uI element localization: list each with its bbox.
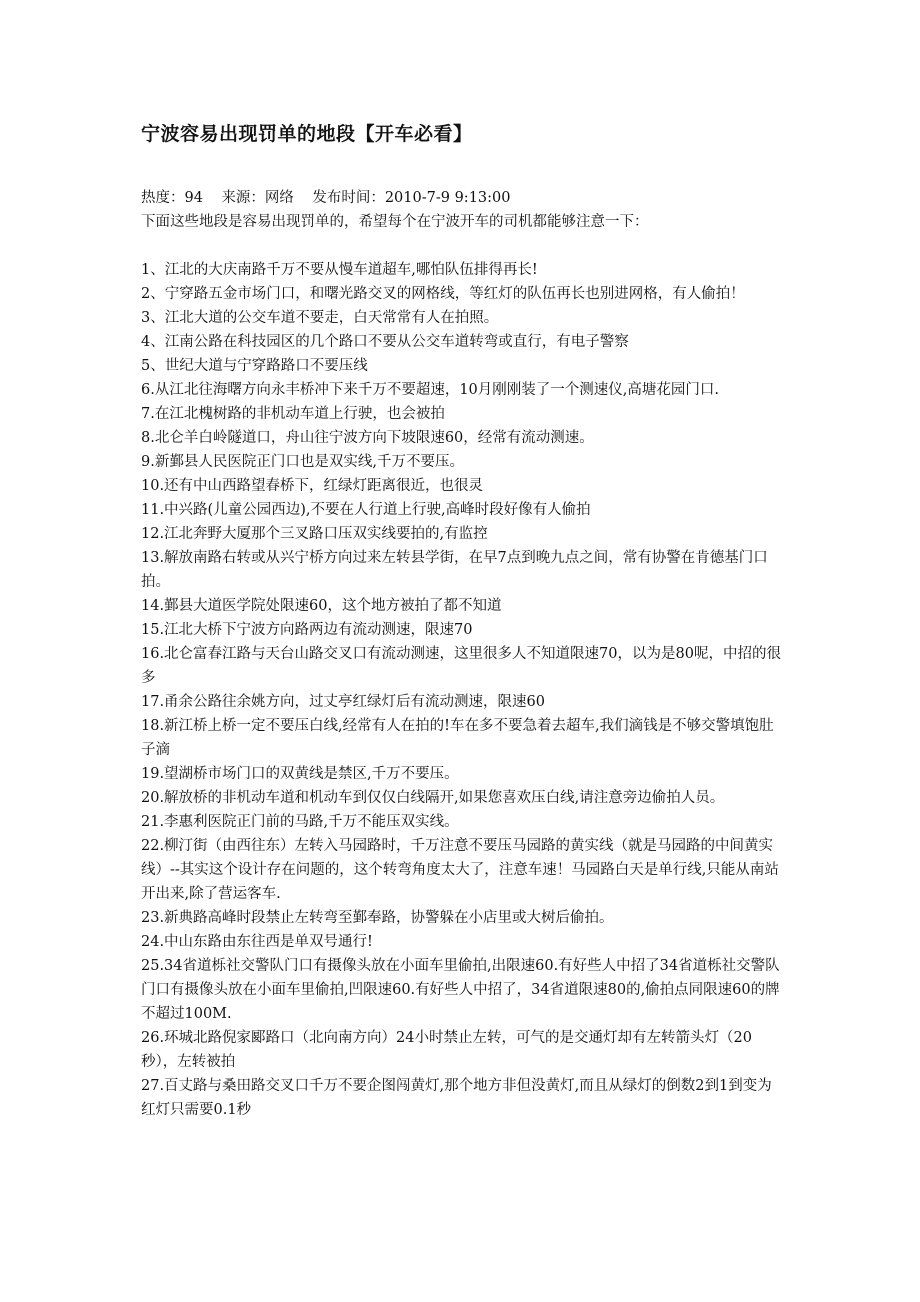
list-item: 12.江北奔野大厦那个三叉路口压双实线要拍的,有监控	[141, 526, 488, 542]
list-item: 24.中山东路由东往西是单双号通行!	[141, 934, 373, 950]
list-item: 22.柳汀街（由西往东）左转入马园路时，千万注意不要压马园路的黄实线（就是马园路的中间黄实线）--其实这个设计存在问题的，这个转弯角度太大了，注意车速！马园路白天是单行线,只能从南站开出来,除了营运客车.	[141, 838, 779, 902]
list-item: 11.中兴路(儿童公园西边),不要在人行道上行驶,高峰时段好像有人偷拍	[141, 502, 591, 518]
article-intro: 下面这些地段是容易出现罚单的，希望每个在宁波开车的司机都能够注意一下：	[141, 214, 649, 230]
list-item: 2、宁穿路五金市场门口，和曙光路交叉的网格线，等红灯的队伍再长也别进网格，有人偷拍！	[141, 286, 745, 302]
list-item: 7.在江北槐树路的非机动车道上行驶，也会被拍	[141, 406, 445, 422]
list-item: 27.百丈路与桑田路交叉口千万不要企图闯黄灯,那个地方非但没黄灯,而且从绿灯的倒数2到1到变为红灯只需要0.1秒	[141, 1078, 772, 1118]
list-item: 25.34省道栎社交警队门口有摄像头放在小面车里偷拍,出限速60.有好些人中招了34省道栎社交警队门口有摄像头放在小面车里偷拍,凹限速60.有好些人中招了，34省道限速80的,偷拍点同限速60的牌不超过100M.	[141, 958, 780, 1022]
list-item: 3、江北大道的公交车道不要走，白天常常有人在拍照。	[141, 310, 499, 326]
list-item: 13.解放南路右转或从兴宁桥方向过来左转县学街，在早7点到晚九点之间，常有协警在肯德基门口拍。	[141, 550, 768, 590]
list-item: 15.江北大桥下宁波方向路两边有流动测速，限速70	[141, 622, 473, 638]
list-item: 4、江南公路在科技园区的几个路口不要从公交车道转弯或直行，有电子警察	[141, 334, 629, 350]
list-item: 18.新江桥上桥一定不要压白线,经常有人在拍的!车在多不要急着去超车,我们滴钱是不够交警填饱肚子滴	[141, 718, 774, 758]
article-title: 宁波容易出现罚单的地段【开车必看】	[141, 123, 473, 145]
tips-list	[141, 258, 786, 1122]
article-meta: 热度：94 来源：网络 发布时间：2010-7-9 9:13:00	[141, 190, 511, 206]
list-item: 1、江北的大庆南路千万不要从慢车道超车,哪怕队伍排得再长!	[141, 262, 538, 278]
list-item: 10.还有中山西路望春桥下，红绿灯距离很近，也很灵	[141, 478, 484, 494]
list-item: 17.甬余公路往余姚方向，过丈亭红绿灯后有流动测速，限速60	[141, 694, 546, 710]
list-item: 8.北仑羊白岭隧道口，舟山往宁波方向下坡限速60，经常有流动测速。	[141, 430, 594, 446]
list-item: 26.环城北路倪家郾路口（北向南方向）24小时禁止左转，可气的是交通灯却有左转箭头灯（20秒），左转被拍	[141, 1030, 752, 1070]
list-item: 9.新鄞县人民医院正门口也是双实线,千万不要压。	[141, 454, 464, 470]
article	[141, 118, 786, 1122]
list-item: 21.李惠利医院正门前的马路,千万不能压双实线。	[141, 814, 459, 830]
list-item: 19.望湖桥市场门口的双黄线是禁区,千万不要压。	[141, 766, 459, 782]
list-item: 5、世纪大道与宁穿路路口不要压线	[141, 358, 368, 374]
list-item: 20.解放桥的非机动车道和机动车到仅仅白线隔开,如果您喜欢压白线,请注意旁边偷拍人员。	[141, 790, 725, 806]
list-item: 6.从江北往海曙方向永丰桥冲下来千万不要超速，10月刚刚装了一个测速仪,高塘花园门口.	[141, 382, 719, 398]
list-item: 23.新典路高峰时段禁止左转弯至鄞奉路，协警躲在小店里或大树后偷拍。	[141, 910, 614, 926]
list-item: 14.鄞县大道医学院处限速60，这个地方被拍了都不知道	[141, 598, 502, 614]
list-item: 16.北仑富春江路与天台山路交叉口有流动测速，这里很多人不知道限速70，以为是80呢，中招的很多	[141, 646, 781, 686]
